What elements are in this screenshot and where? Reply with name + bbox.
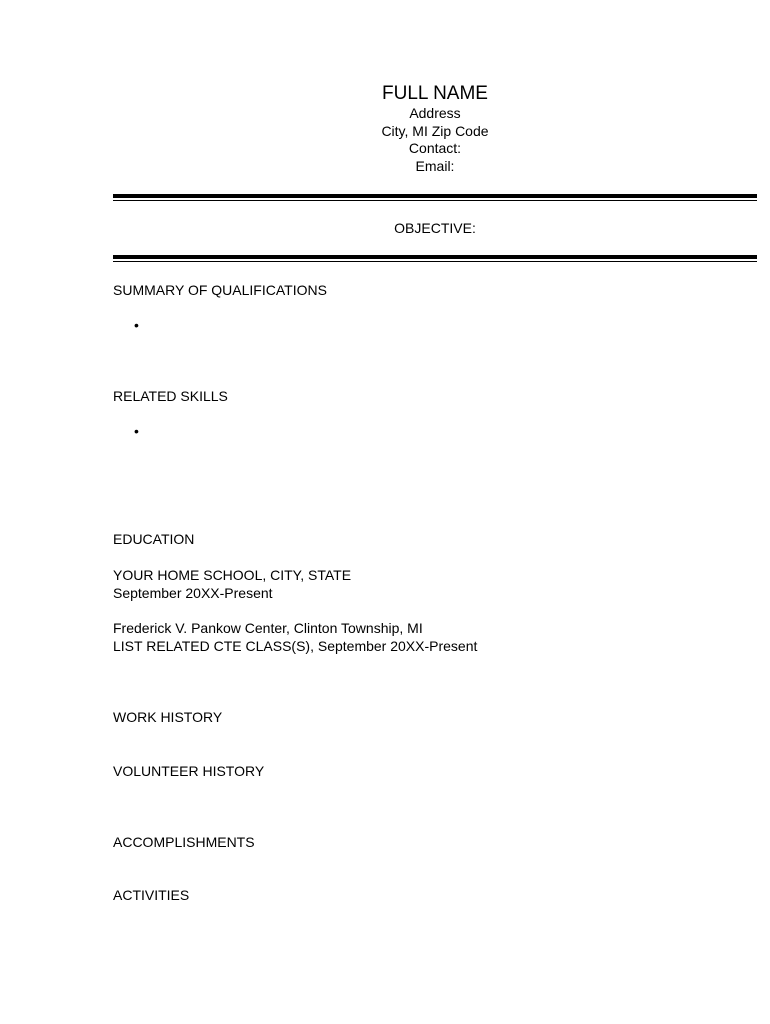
work-history-heading: WORK HISTORY <box>113 709 223 725</box>
activities-heading: ACTIVITIES <box>113 887 190 903</box>
objective-label: OBJECTIVE: <box>394 220 476 236</box>
header-divider <box>113 194 757 201</box>
accomplishments-heading: ACCOMPLISHMENTS <box>113 834 255 850</box>
cte-center-line: Frederick V. Pankow Center, Clinton Township, MI <box>113 620 423 636</box>
summary-bullet: • <box>134 317 139 333</box>
summary-heading: SUMMARY OF QUALIFICATIONS <box>113 282 327 298</box>
home-school-dates: September 20XX-Present <box>113 585 273 601</box>
address-line: Address <box>409 105 461 121</box>
email-line: Email: <box>415 157 455 174</box>
full-name: FULL NAME <box>382 83 488 104</box>
education-heading: EDUCATION <box>113 531 195 547</box>
objective-divider <box>113 255 757 262</box>
city-line: City, MI Zip Code <box>381 122 489 139</box>
home-school-line: YOUR HOME SCHOOL, CITY, STATE <box>113 567 352 583</box>
skills-bullet: • <box>134 423 139 439</box>
skills-heading: RELATED SKILLS <box>113 388 228 404</box>
volunteer-history-heading: VOLUNTEER HISTORY <box>113 763 265 779</box>
cte-class-line: LIST RELATED CTE CLASS(S), September 20XX-Present <box>113 638 478 654</box>
resume-header <box>113 82 757 175</box>
contact-line: Contact: <box>408 140 462 156</box>
